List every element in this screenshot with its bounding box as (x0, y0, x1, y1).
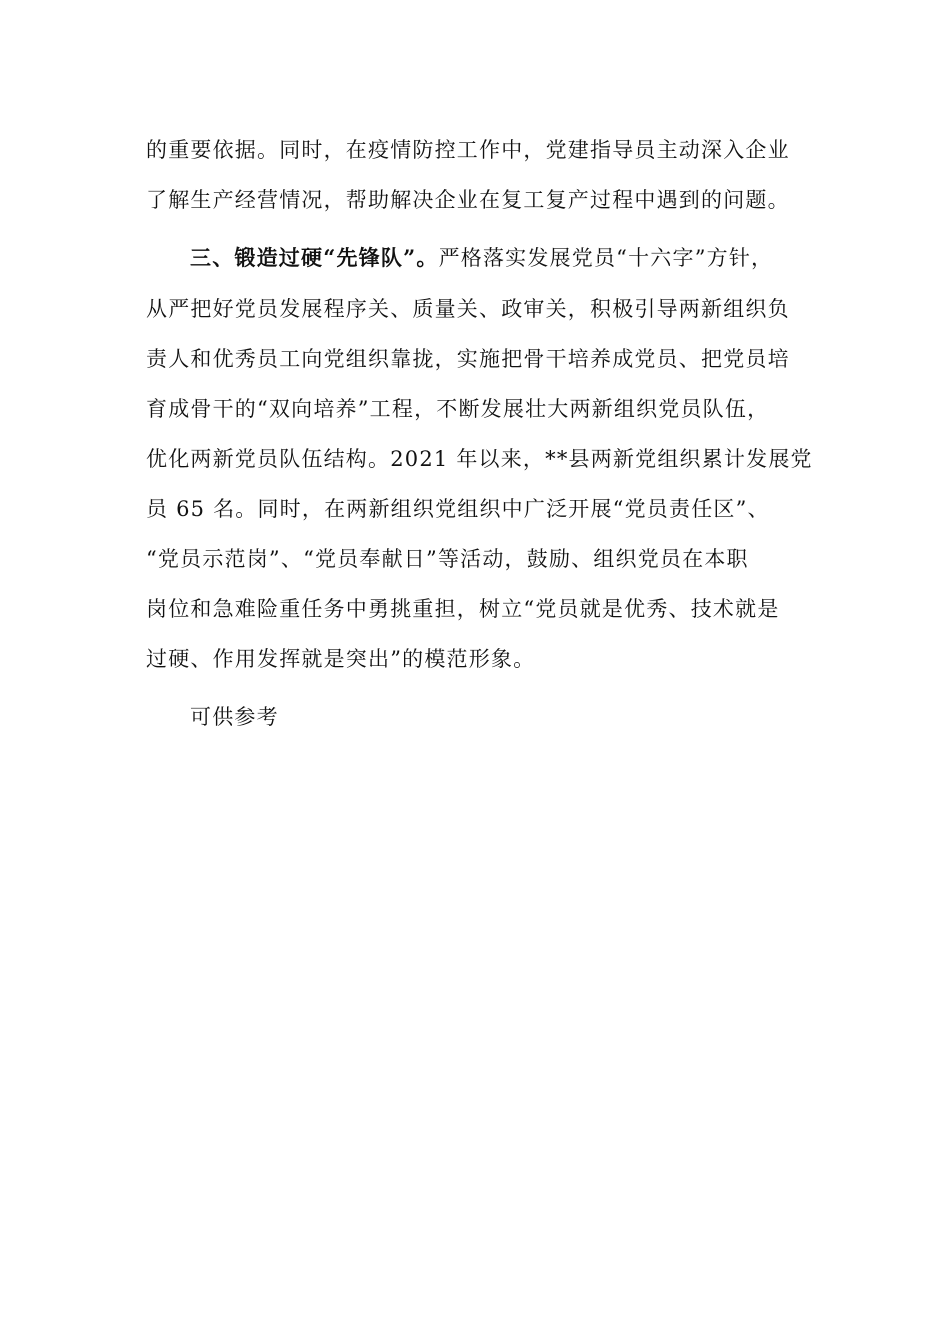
paragraph-2-line-1 (190, 241, 806, 275)
paragraph-1-line-2: 了解生产经营情况，帮助解决企业在复工复产过程中遇到的问题。 (146, 188, 790, 212)
paragraph-2-line-5: 优化两新党员队伍结构。2021 年以来，**县两新党组织累计发展党 (146, 447, 813, 471)
paragraph-2-line-8: 岗位和急难险重任务中勇挑重担，树立“党员就是优秀、技术就是 (146, 597, 780, 621)
paragraph-2-line-9: 过硬、作用发挥就是突出”的模范形象。 (146, 647, 536, 671)
paragraph-2-line-3: 责人和优秀员工向党组织靠拢，实施把骨干培养成党员、把党员培 (146, 347, 790, 371)
paragraph-2-line-2: 从严把好党员发展程序关、质量关、政审关，积极引导两新组织负 (146, 297, 790, 321)
paragraph-2-line-6: 员 65 名。同时，在两新组织党组织中广泛开展“党员责任区”、 (146, 497, 770, 521)
closing-note: 可供参考 (190, 705, 279, 729)
paragraph-2-line-7: “党员示范岗”、“党员奉献日”等活动，鼓励、组织党员在本职 (146, 547, 749, 571)
section-heading: 三、锻造过硬“先锋队”。 (190, 245, 439, 270)
paragraph-2-line-4: 育成骨干的“双向培养”工程，不断发展壮大两新组织党员队伍， (146, 397, 770, 421)
paragraph-2-line-1-text: 严格落实发展党员“十六字”方针， (438, 246, 774, 270)
paragraph-1-line-1: 的重要依据。同时，在疫情防控工作中，党建指导员主动深入企业 (146, 138, 790, 162)
